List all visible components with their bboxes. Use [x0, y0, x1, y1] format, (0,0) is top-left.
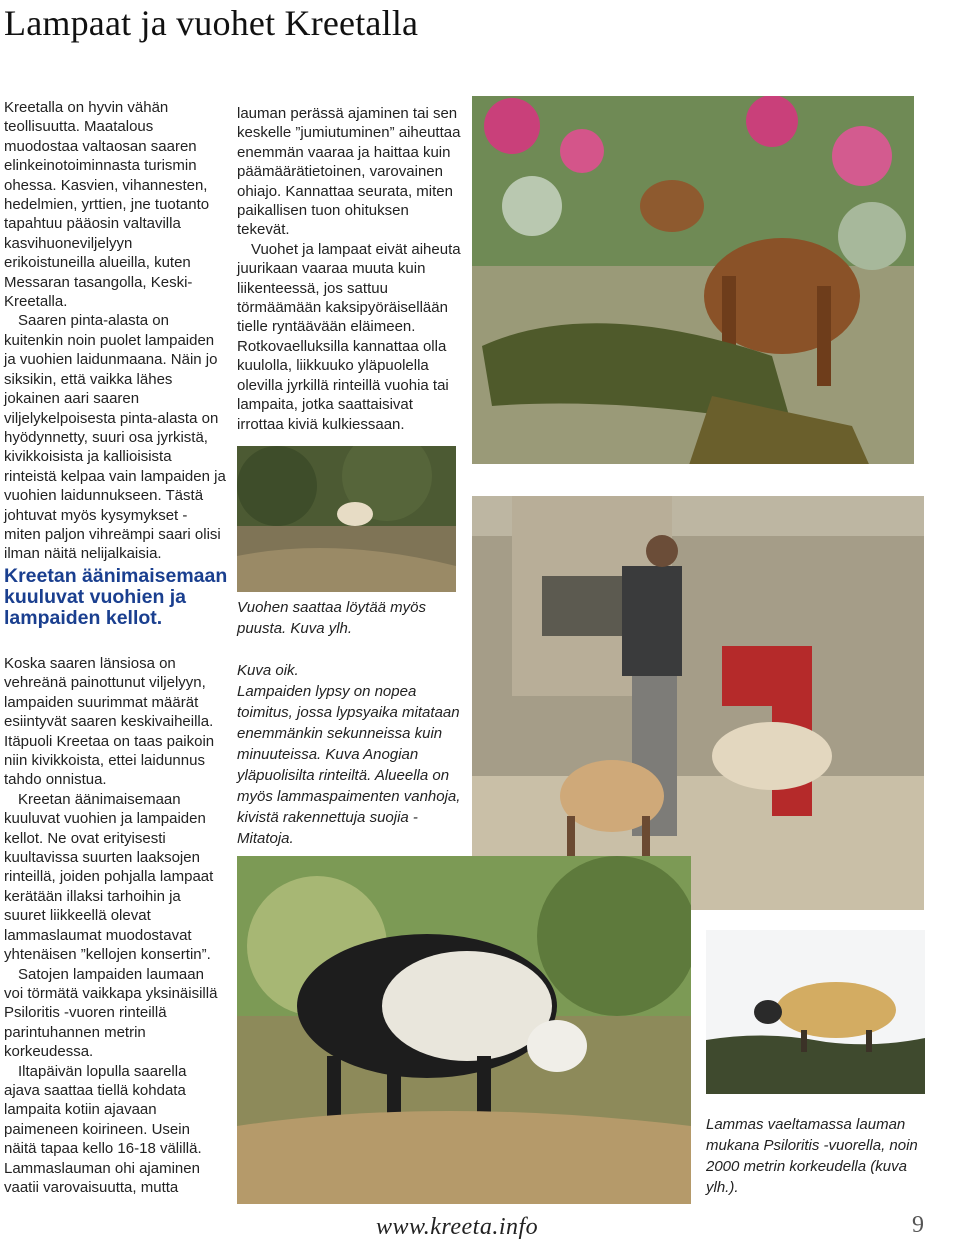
intro-paragraph-2: Saaren pinta-alasta on kuitenkin noin puolet lampaiden ja vuohien laidunmaana. Näin jo siksikin, että vaikka lähes jokainen aari saaren viljelykelpoisesta pinta-alasta on hyödynnetty, suuri osa jyrkistä, kivikkoisista ja kallioisista rinteistä kelpaa vain lampaiden ja vuohien laidunnukseen. Tästä johtuvat myös kysymykset - miten paljon vihreämpi saari olisi ilman näitä nelijalkaisia. [4, 312, 226, 563]
goat-in-tree-photo [237, 446, 456, 592]
sheep-milking-photo [472, 496, 924, 910]
caption-milking [237, 660, 462, 849]
article-paragraph-1: Koska saaren länsiosa on vehreänä painottunut viljelyyn, lampaiden suurimmat määrät esiintyvät saaren keskivaiheilla. Itäpuoli Kreetaa on taas paikoin niin kivikkoista, ettei laidunnus tahdo onnistua. [4, 655, 215, 789]
section-heading: Kreetan äänimaisemaan kuuluvat vuohien ja lampaiden kellot. [4, 565, 228, 629]
intro-text [4, 98, 226, 564]
intro-paragraph-1: Kreetalla on hyvin vähän teollisuutta. Maatalous muodostaa valtaosan saaren elinkeinotoiminnasta turismin ohessa. Kasvien, vihannesten, hedelmien, yrttien, jne tuotanto tapahtuu pääosin valtavilla kasvihuoneviljelyyn erikoistuneilla alueilla, kuten Messaran tasangolla, Keski-Kreetalla. [4, 99, 210, 311]
article-paragraph-3: Satojen lampaiden laumaan voi törmätä vaikkapa yksinäisillä Psiloritis -vuoren rinteillä parintuhannen metrin korkeudessa. [4, 965, 218, 1061]
caption-sheep-ridge: Lammas vaeltamassa lauman mukana Psiloritis -vuorella, noin 2000 metrin korkeudella (kuva ylh.). [706, 1116, 918, 1196]
page-title: Lampaat ja vuohet Kreetalla [4, 3, 419, 43]
caption-milking-title: Kuva oik. [237, 662, 299, 679]
caption-tree-goat: Vuohen saattaa löytää myös puusta. Kuva ylh. [237, 599, 427, 637]
caption-milking-text: Lampaiden lypsy on nopea toimitus, jossa lypsyaika mitataan enemmänkin sekunneissa kuin minuuteissa. Kuva Anogian yläpuolisilta rinteiltä. Alueella on myös lammaspaimenten vanhoja, kivistä rakennettuja suojia -Mitatoja. [237, 683, 461, 847]
article-paragraph-5: lauman perässä ajaminen tai sen keskelle ”jumiutuminen” aiheuttaa enemmän vaaraa ja haittaa kuin päämäärätietoinen, varovainen ohiajo. Kannattaa seurata, miten paikallisen tuon ohituksen tekevät. [237, 105, 461, 239]
article-paragraph-4: Iltapäivän lopulla saarella ajava saattaa tiellä kohdata lampaita kotiin ajavaan paimeneen koirineen. Usein näitä tapaa kello 16-18 välillä. Lammaslauman ohi ajaminen vaatii varovaisuutta, mutta [4, 1062, 202, 1196]
article-text-left [4, 654, 226, 1197]
sheep-on-ridge-photo [706, 930, 925, 1094]
article-paragraph-2: Kreetan äänimaisemaan kuuluvat vuohien ja lampaiden kellot. Ne ovat erityisesti kuultavissa suurten laaksojen rinteillä, joiden pohjalla lampaat kerätään illaksi tarhoihin ja suuret liikkeellä olevat lammaslaumat muodostavat yhtenäisen ”kellojen konsertin”. [4, 790, 214, 964]
black-white-goat-photo [237, 856, 691, 1204]
footer-website: www.kreeta.info [376, 1214, 539, 1240]
goat-with-bell-photo [472, 96, 914, 464]
article-text-middle [237, 104, 463, 434]
page-number: 9 [912, 1212, 924, 1238]
article-paragraph-6: Vuohet ja lampaat eivät aiheuta juurikaan vaaraa muuta kuin liikenteessä, jos sattuu törmäämään kaksipyöräisellään tielle ryntäävään eläimeen. Rotkovaelluksilla kannattaa olla kuulolla, liikkuuko yläpuolella olevilla jyrkillä rinteillä vuohia tai lampaita, jotka saattaisivat irrottaa kiviä kulkiessaan. [237, 240, 461, 433]
